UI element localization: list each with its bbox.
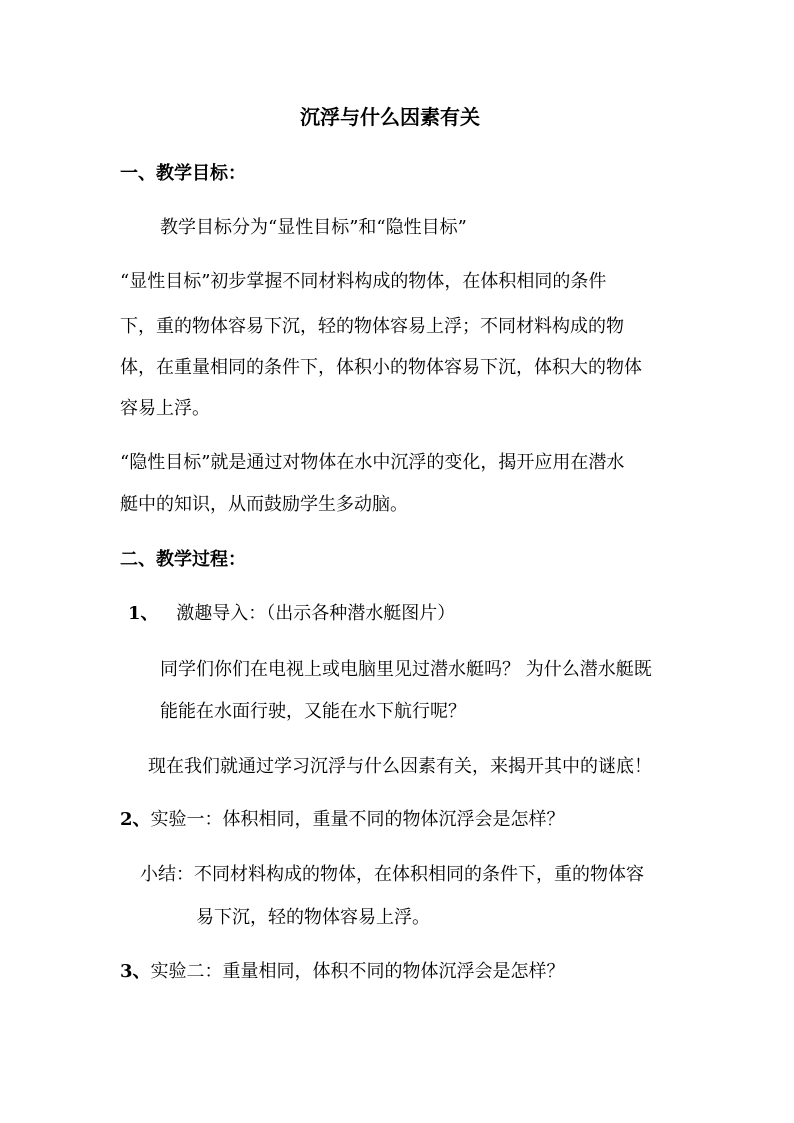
step-2-summary-line-2: 易下沉，轻的物体容易上浮。 — [196, 907, 430, 928]
step-3 — [120, 960, 565, 984]
step-3-text: 实验二：重量相同，体积不同的物体沉浮会是怎样？ — [150, 961, 565, 982]
step-2-text: 实验一：体积相同，重量不同的物体沉浮会是怎样？ — [150, 809, 565, 830]
step-1-transition: 现在我们就通过学习沉浮与什么因素有关，来揭开其中的谜底！ — [148, 756, 652, 777]
step-2-number: 2、 — [120, 809, 151, 830]
explicit-goal-line-1: “显性目标”初步掌握不同材料构成的物体，在体积相同的条件 — [120, 271, 607, 292]
step-2 — [120, 808, 565, 832]
document-title: 沉浮与什么因素有关 — [300, 105, 480, 129]
implicit-goal-line-1: “隐性目标”就是通过对物体在水中沉浮的变化，揭开应用在潜水 — [120, 452, 625, 473]
step-3-number: 3、 — [120, 961, 151, 982]
implicit-goal-line-2: 艇中的知识，从而鼓励学生多动脑。 — [120, 494, 408, 515]
step-1-number: 1、 — [128, 603, 159, 624]
step-1 — [128, 602, 455, 626]
objectives-intro: 教学目标分为“显性目标”和“隐性目标” — [160, 217, 467, 238]
step-1-text: 激趣导入：（出示各种潜水艇图片） — [176, 603, 456, 624]
section-heading-objectives: 一、教学目标： — [120, 163, 246, 184]
step-2-summary-line-1: 小结：不同材料构成的物体，在体积相同的条件下，重的物体容 — [140, 864, 644, 885]
step-1-question-line-1: 同学们你们在电视上或电脑里见过潜水艇吗？ 为什么潜水艇既 — [160, 659, 652, 680]
section-heading-process: 二、教学过程： — [120, 549, 246, 570]
explicit-goal-line-3: 体，在重量相同的条件下，体积小的物体容易下沉，体积大的物体 — [120, 357, 642, 378]
explicit-goal-line-2: 下，重的物体容易下沉，轻的物体容易上浮；不同材料构成的物 — [120, 316, 624, 337]
step-1-question-line-2: 能能在水面行驶，又能在水下航行呢？ — [160, 701, 466, 722]
explicit-goal-line-4: 容易上浮。 — [120, 398, 210, 419]
